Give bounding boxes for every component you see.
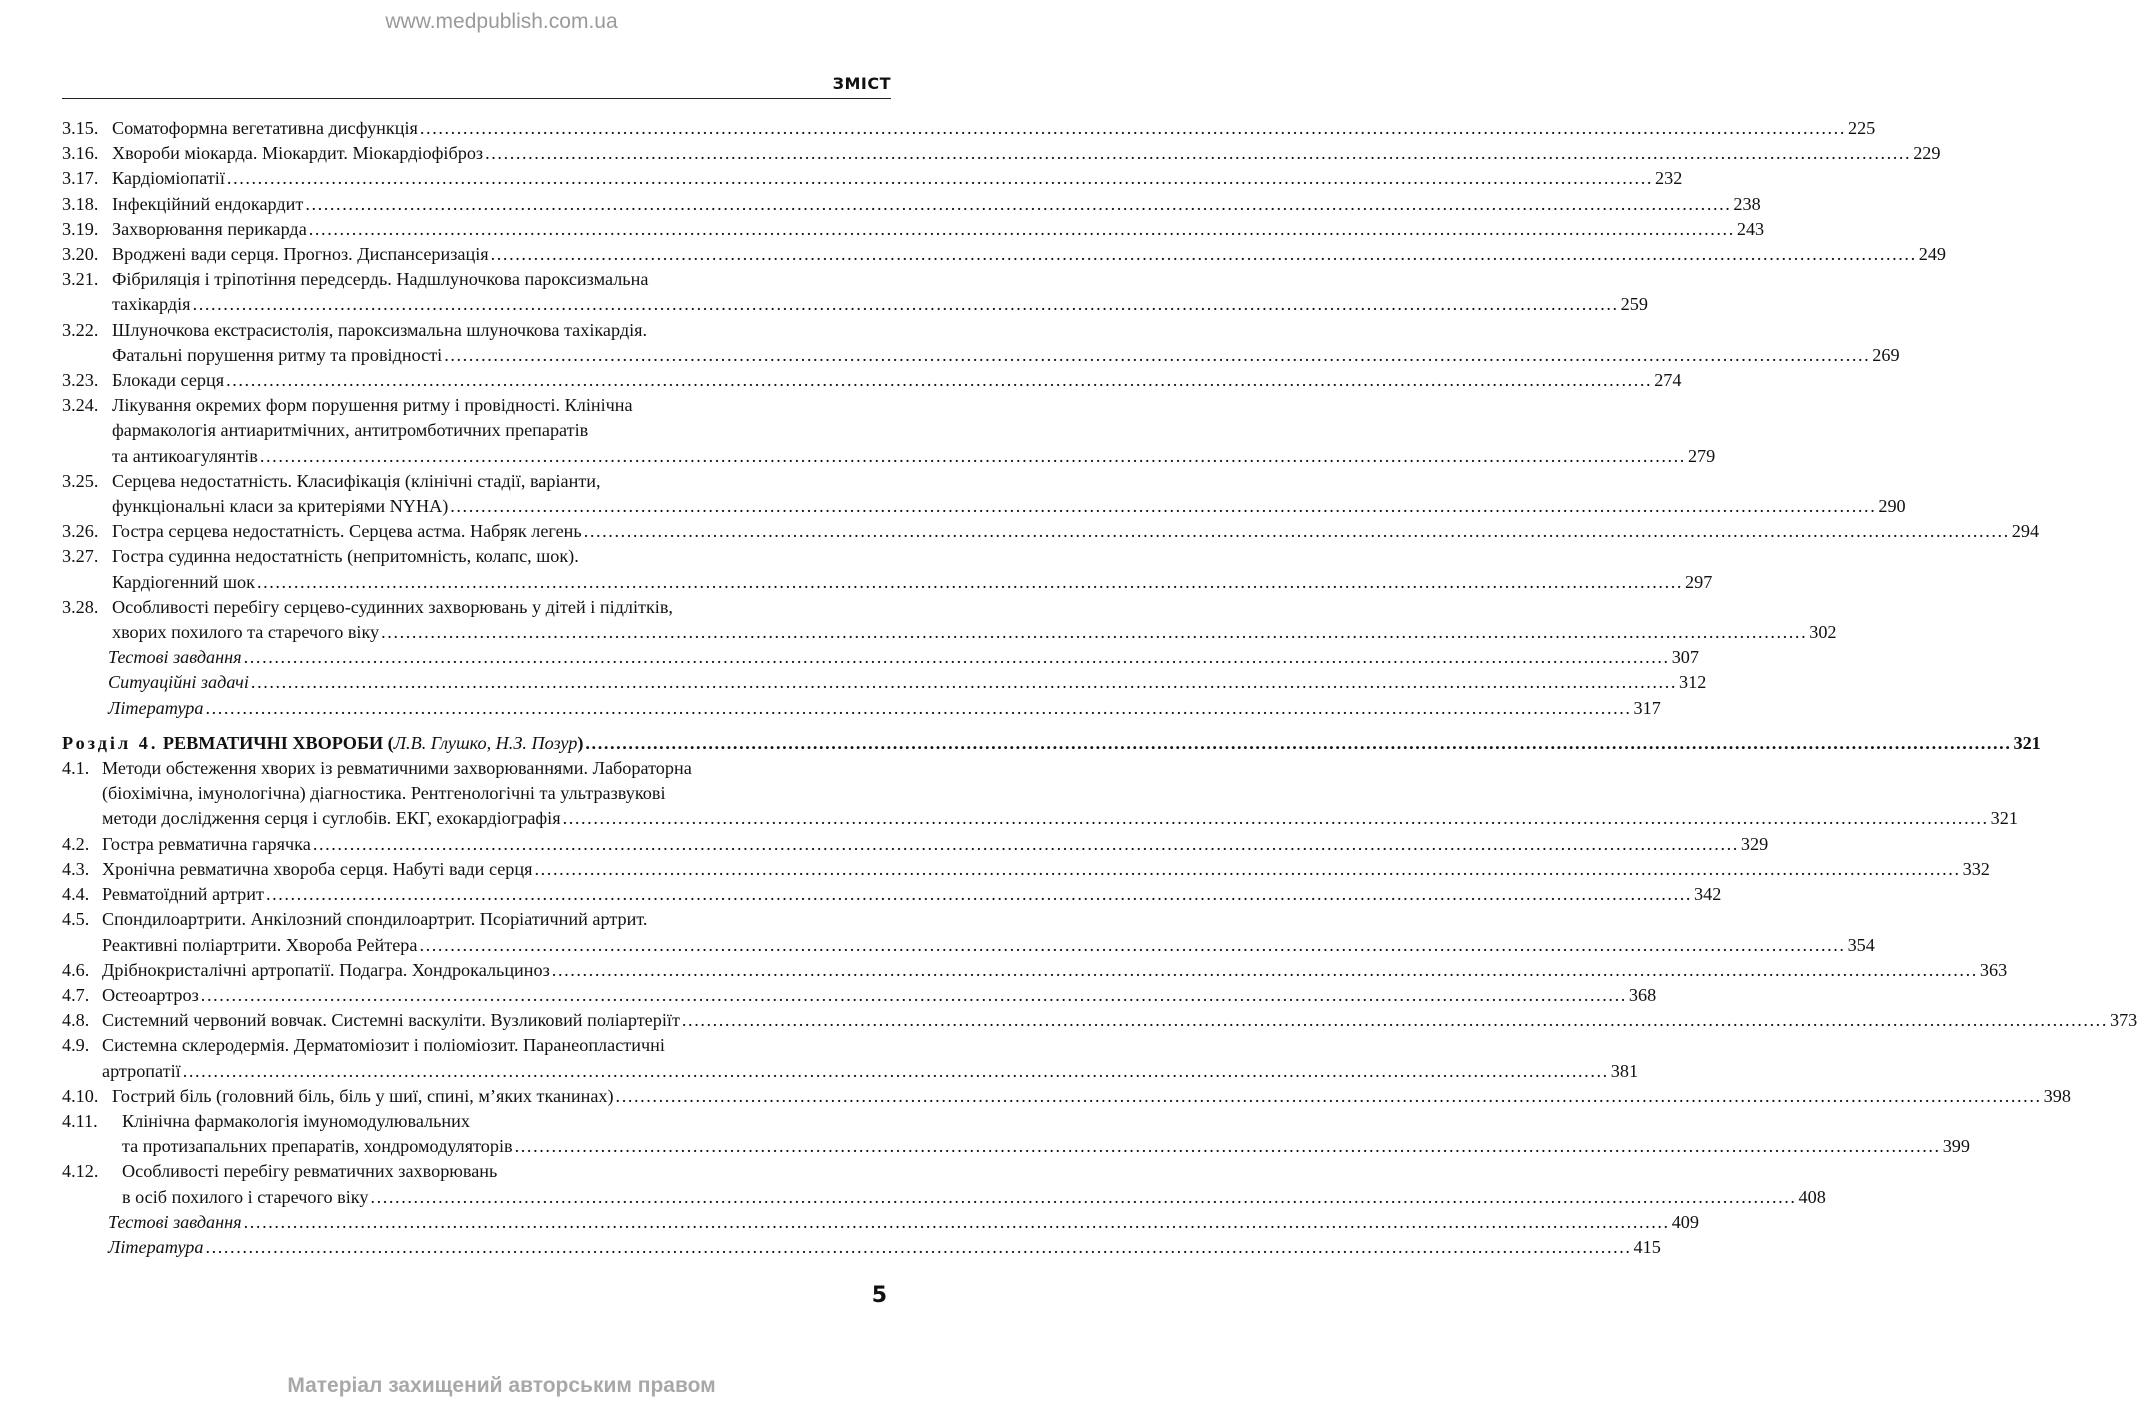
entry-title: артропатії: [102, 1060, 181, 1081]
entry-last-line: [112, 166, 1683, 191]
entry-body: [102, 907, 1875, 957]
entry-body: [112, 368, 1682, 393]
entry-body: [102, 983, 1657, 1008]
entry-title: Вроджені вади серця. Прогноз. Диспансеризація: [112, 244, 489, 265]
entry-page: 249: [1918, 244, 1946, 265]
entry-title: Інфекційний ендокардит: [112, 193, 304, 214]
entry-body: [102, 1033, 1639, 1083]
supplement-line: [108, 645, 1699, 670]
entry-page: 290: [1878, 496, 1906, 517]
entry-last-line: [102, 983, 1657, 1008]
leader-dots: [244, 645, 1670, 670]
entry-title-line: Методи обстеження хворих із ревматичними захворюваннями. Лабораторна: [102, 758, 692, 779]
supplement-page: 409: [1671, 1211, 1699, 1232]
entry-title-line: Гостра судинна недостатність (непритомність, колапс, шок).: [112, 546, 579, 567]
leader-dots: [515, 1134, 1941, 1159]
section-4-more-entries: [62, 1084, 2071, 1210]
toc-entry[interactable]: [62, 756, 2018, 832]
entry-number: 4.3.: [62, 858, 90, 879]
leader-dots: [563, 806, 1989, 831]
leader-dots: [584, 519, 2010, 544]
table-of-contents: [62, 116, 2137, 1260]
entry-page: 363: [1979, 959, 2008, 980]
entry-page: 238: [1733, 193, 1761, 214]
entry-number: 4.7.: [62, 984, 90, 1005]
toc-entry[interactable]: [62, 166, 1683, 191]
entry-number: 3.21.: [62, 269, 99, 290]
supplement-line: [108, 1235, 1661, 1260]
entry-last-line: [112, 192, 1761, 217]
entry-number: 4.10.: [62, 1085, 99, 1106]
entry-title-line: Фібриляція і тріпотіння передсердь. Надшлуночкова пароксизмальна: [112, 269, 649, 290]
entry-title: в осіб похилого і старечого віку: [122, 1186, 369, 1207]
supplement-page: 307: [1671, 647, 1699, 668]
entry-title: Ревматоїдний артрит: [102, 884, 264, 905]
chapter-4-close-paren: ): [577, 732, 584, 753]
entry-page: 398: [2043, 1085, 2071, 1106]
entry-last-line: [112, 343, 1900, 368]
supplement-page: 317: [1633, 697, 1661, 718]
entry-number: 4.11.: [62, 1110, 98, 1131]
entry-last-line: [102, 1059, 1639, 1084]
entry-body: [112, 469, 1906, 519]
entry-last-line: [102, 857, 1990, 882]
entry-last-line: [112, 242, 1946, 267]
entry-page: 302: [1809, 622, 1837, 643]
entry-title: хворих похилого та старечого віку: [112, 622, 380, 643]
entry-last-line: [102, 958, 2008, 983]
entry-last-line: [112, 217, 1765, 242]
section-header: ЗМІСТ: [832, 74, 891, 93]
entry-last-line: [112, 141, 1941, 166]
leader-dots: [201, 983, 1627, 1008]
toc-entry[interactable]: [62, 882, 1722, 907]
entry-last-line: [122, 1134, 1970, 1159]
leader-dots: [205, 1235, 1631, 1260]
entry-body: [102, 832, 1769, 857]
leader-dots: [450, 494, 1876, 519]
entry-page: 229: [1913, 143, 1941, 164]
entry-last-line: [102, 933, 1875, 958]
toc-entry[interactable]: [62, 544, 1713, 594]
entry-body: [112, 595, 1837, 645]
section-4-supplements: [62, 1210, 1699, 1260]
entry-number: 3.16.: [62, 143, 99, 164]
entry-number: 3.26.: [62, 521, 99, 542]
entry-number: 3.23.: [62, 370, 99, 391]
entry-body: [112, 267, 1648, 317]
leader-dots: [251, 670, 1677, 695]
entry-body: [102, 857, 1990, 882]
entry-body: [102, 756, 2018, 832]
toc-entry[interactable]: [62, 595, 1837, 645]
entry-title: Хвороби міокарда. Міокардит. Міокардіофіброз: [112, 143, 484, 164]
toc-entry[interactable]: [62, 368, 1682, 393]
toc-entry[interactable]: [62, 519, 2040, 544]
entry-number: 3.27.: [62, 546, 99, 567]
leader-dots: [682, 1008, 2108, 1033]
entry-page: 332: [1962, 858, 1990, 879]
entry-title: Реактивні поліартрити. Хвороба Рейтера: [102, 934, 418, 955]
toc-entry[interactable]: [62, 192, 1761, 217]
entry-title-line: Особливості перебігу ревматичних захворювань: [122, 1161, 498, 1182]
leader-dots: [309, 217, 1735, 242]
entry-last-line: [102, 882, 1722, 907]
supplement-title: Тестові завдання: [108, 647, 242, 668]
leader-dots: [381, 620, 1807, 645]
toc-entry[interactable]: [62, 958, 2008, 983]
toc-entry[interactable]: [62, 267, 1648, 317]
entry-page: 373: [2109, 1010, 2137, 1031]
page-number: 5: [871, 1283, 887, 1308]
entry-title: Захворювання перикарда: [112, 218, 307, 239]
entry-title: та протизапальних препаратів, хондромодуляторів: [122, 1136, 513, 1157]
entry-page: 321: [1990, 808, 2018, 829]
entry-title-line: Системна склеродермія. Дерматоміозит і поліоміозит. Паранеопластичні: [102, 1035, 665, 1056]
supplement-line: [108, 696, 1661, 721]
entry-page: 294: [2011, 521, 2040, 542]
leader-dots: [205, 696, 1631, 721]
entry-number: 3.22.: [62, 319, 99, 340]
leader-dots: [257, 570, 1683, 595]
entry-body: [112, 217, 1765, 242]
entry-title-line: (біохімічна, імунологічна) діагностика. Рентгенологічні та ультразвукові: [102, 783, 666, 804]
entry-title: та антикоагулянтів: [112, 445, 258, 466]
toc-entry[interactable]: [62, 1159, 1826, 1209]
toc-entry[interactable]: [62, 1109, 1970, 1159]
entry-body: [112, 1084, 2071, 1109]
leader-dots: [616, 1084, 2042, 1109]
toc-entry[interactable]: [62, 217, 1765, 242]
entry-number: 4.4.: [62, 884, 90, 905]
chapter-4-authors: Л.В. Глушко, Н.З. Позур: [393, 732, 578, 753]
toc-entry[interactable]: [62, 393, 1716, 469]
entry-number: 3.28.: [62, 596, 99, 617]
toc-entry[interactable]: [62, 1008, 2137, 1033]
leader-dots: [535, 857, 1961, 882]
entry-number: 4.5.: [62, 909, 90, 930]
chapter-4-label: Розділ 4.: [62, 732, 159, 753]
entry-number: 3.17.: [62, 168, 99, 189]
entry-title: Соматоформна вегетативна дисфункція: [112, 118, 418, 138]
entry-last-line: [112, 292, 1648, 317]
entry-page: 399: [1942, 1136, 1970, 1157]
leader-dots: [552, 958, 1978, 983]
toc-supplement[interactable]: [62, 696, 1661, 721]
entry-body: [102, 958, 2008, 983]
supplement-line: [108, 1210, 1699, 1235]
leader-dots: [585, 731, 2011, 756]
chapter-4-heading[interactable]: [62, 731, 2041, 756]
entry-body: [112, 318, 1900, 368]
entry-title: методи дослідження серця і суглобів. ЕКГ, ехокардіографія: [102, 808, 561, 829]
entry-page: 274: [1654, 370, 1682, 391]
entry-number: 4.9.: [62, 1035, 90, 1056]
entry-page: 297: [1685, 571, 1713, 592]
leader-dots: [485, 141, 1911, 166]
entry-last-line: [112, 570, 1713, 595]
entry-page: 329: [1740, 833, 1769, 854]
entry-title: Гострий біль (головний біль, біль у шиї, спині, м’яких тканинах): [112, 1085, 614, 1106]
entry-body: [112, 1159, 1826, 1209]
entry-number: 4.2.: [62, 833, 90, 854]
entry-page: 354: [1847, 934, 1875, 955]
entry-page: 381: [1610, 1060, 1639, 1081]
entry-body: [112, 141, 1941, 166]
entry-title-line: Особливості перебігу серцево-судинних захворювань у дітей і підлітків,: [112, 596, 673, 617]
entry-last-line: [102, 832, 1769, 857]
supplement-title: Література: [108, 1236, 204, 1257]
toc-entry[interactable]: [62, 1033, 1639, 1083]
toc-supplement[interactable]: [62, 670, 1707, 695]
leader-dots: [266, 882, 1692, 907]
entry-title: Системний червоний вовчак. Системні васкуліти. Вузликовий поліартеріїт: [102, 1010, 680, 1031]
section-4-entries: [62, 756, 2137, 1084]
entry-body: [112, 1109, 1970, 1159]
leader-dots: [305, 192, 1731, 217]
leader-dots: [370, 1185, 1796, 1210]
toc-entry[interactable]: [62, 983, 1657, 1008]
entry-number: 4.8.: [62, 1010, 90, 1031]
entry-title-line: Серцева недостатність. Класифікація (клінічні стадії, варіанти,: [112, 470, 601, 491]
entry-body: [112, 519, 2040, 544]
entry-title: функціональні класи за критеріями NYHA): [112, 496, 449, 517]
entry-number: 3.24.: [62, 395, 99, 416]
entry-page: 279: [1687, 445, 1716, 466]
chapter-4-open-paren: (: [387, 732, 394, 753]
entry-title-line: Клінічна фармакологія імуномодулювальних: [122, 1110, 470, 1131]
leader-dots: [183, 1059, 1609, 1084]
entry-title-line: Лікування окремих форм порушення ритму і провідності. Клінічна: [112, 395, 633, 416]
chapter-4-page: 321: [2013, 732, 2041, 753]
entry-body: [112, 242, 1946, 267]
entry-last-line: [112, 494, 1906, 519]
leader-dots: [193, 292, 1619, 317]
chapter-4-title: РЕВМАТИЧНІ ХВОРОБИ: [162, 732, 384, 753]
leader-dots: [226, 368, 1652, 393]
entry-title: Гостра серцева недостатність. Серцева астма. Набряк легень: [112, 521, 582, 542]
entry-last-line: [112, 1084, 2071, 1109]
section-3-entries: [62, 116, 2040, 645]
entry-title: Остеоартроз: [102, 984, 199, 1005]
entry-page: 342: [1694, 884, 1722, 905]
section-3-supplements: [62, 645, 1707, 721]
leader-dots: [420, 116, 1846, 141]
entry-page: 232: [1655, 168, 1683, 189]
entry-title: тахікардія: [112, 294, 191, 315]
entry-last-line: [112, 444, 1716, 469]
supplement-title: Література: [108, 697, 204, 718]
leader-dots: [444, 343, 1870, 368]
toc-entry[interactable]: [62, 141, 1941, 166]
entry-page: 225: [1847, 118, 1876, 138]
leader-dots: [244, 1210, 1670, 1235]
entry-number: 3.18.: [62, 193, 99, 214]
watermark-top: www.medpublish.com.ua: [385, 10, 618, 33]
toc-entry[interactable]: [62, 116, 1876, 141]
supplement-page: 415: [1633, 1236, 1661, 1257]
entry-page: 408: [1798, 1186, 1826, 1207]
entry-body: [102, 1008, 2137, 1033]
entry-title-line: Шлуночкова екстрасистолія, пароксизмальна шлуночкова тахікардія.: [112, 319, 648, 340]
entry-number: 4.6.: [62, 959, 90, 980]
leader-dots: [419, 933, 1845, 958]
entry-body: [102, 882, 1722, 907]
entry-number: 4.12.: [62, 1161, 99, 1182]
entry-body: [112, 393, 1716, 469]
supplement-title: Ситуаційні задачі: [108, 672, 249, 693]
leader-dots: [491, 242, 1917, 267]
entry-body: [112, 166, 1683, 191]
entry-last-line: [112, 620, 1837, 645]
entry-title: Хронічна ревматична хвороба серця. Набуті вади серця: [102, 858, 533, 879]
toc-entry[interactable]: [62, 242, 1946, 267]
entry-number: 3.15.: [62, 118, 99, 138]
entry-title: Фатальні порушення ритму та провідності: [112, 344, 443, 365]
toc-entry[interactable]: [62, 857, 1990, 882]
toc-entry[interactable]: [62, 1084, 2071, 1109]
entry-last-line: [122, 1185, 1826, 1210]
leader-dots: [227, 166, 1653, 191]
supplement-title: Тестові завдання: [108, 1211, 242, 1232]
entry-page: 243: [1736, 218, 1765, 239]
toc-supplement[interactable]: [62, 1210, 1699, 1235]
entry-last-line: [102, 806, 2018, 831]
entry-title: Кардіоміопатії: [112, 168, 225, 189]
toc-supplement[interactable]: [62, 645, 1699, 670]
entry-number: 3.25.: [62, 470, 99, 491]
entry-page: 259: [1620, 294, 1648, 315]
entry-title: Гостра ревматична гарячка: [102, 833, 311, 854]
supplement-line: [108, 670, 1706, 695]
toc-entry[interactable]: [62, 907, 1875, 957]
entry-body: [112, 116, 1876, 141]
entry-title: Блокади серця: [112, 370, 225, 391]
entry-last-line: [112, 116, 1876, 141]
leader-dots: [313, 832, 1739, 857]
entry-body: [112, 192, 1761, 217]
entry-last-line: [112, 519, 2040, 544]
entry-title: Кардіогенний шок: [112, 571, 255, 592]
toc-entry[interactable]: [62, 832, 1769, 857]
entry-body: [112, 544, 1713, 594]
entry-page: 368: [1628, 984, 1657, 1005]
entry-last-line: [112, 368, 1682, 393]
entry-last-line: [102, 1008, 2137, 1033]
watermark-bottom: Матеріал захищений авторським правом: [287, 1374, 716, 1397]
header-rule: [62, 98, 891, 99]
entry-title: Дрібнокристалічні артропатії. Подагра. Хондрокальциноз: [102, 959, 550, 980]
entry-number: 4.1.: [62, 758, 90, 779]
toc-entry[interactable]: [62, 469, 1906, 519]
entry-page: 269: [1872, 344, 1900, 365]
entry-title-line: фармакологія антиаритмічних, антитромботичних препаратів: [112, 420, 589, 441]
leader-dots: [260, 444, 1686, 469]
entry-title-line: Спондилоартрити. Анкілозний спондилоартрит. Псоріатичний артрит.: [102, 909, 648, 930]
toc-supplement[interactable]: [62, 1235, 1661, 1260]
entry-number: 3.19.: [62, 218, 99, 239]
entry-number: 3.20.: [62, 244, 99, 265]
toc-entry[interactable]: [62, 318, 1900, 368]
supplement-page: 312: [1679, 672, 1707, 693]
